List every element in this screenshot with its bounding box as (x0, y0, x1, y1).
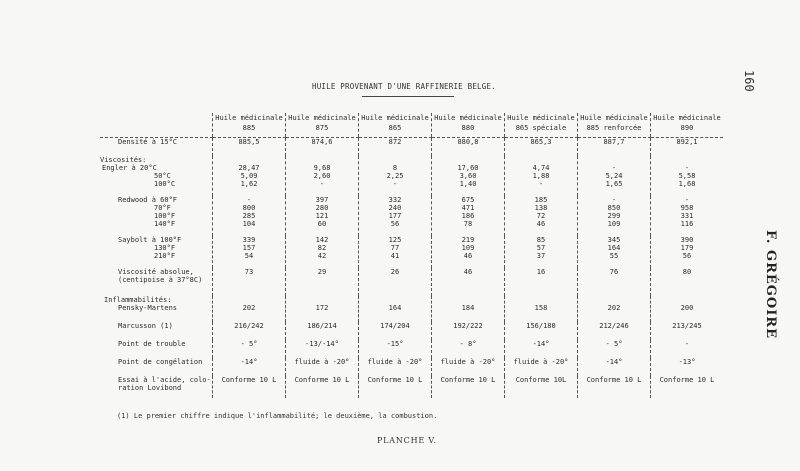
column-header (578, 113, 651, 138)
cell-value: 186 (461, 211, 475, 220)
oil-properties-table (100, 113, 723, 398)
table-cell (286, 376, 359, 398)
table-cell (286, 340, 359, 358)
table-cell (578, 358, 651, 376)
cell-value: - (611, 163, 617, 172)
cell-value: 800 (242, 203, 256, 212)
cell-value: 1,65 (605, 179, 623, 188)
cell-value: 872 (388, 138, 402, 146)
author-running-head: F. GRÉGOIRE (763, 230, 778, 340)
cell-value: 1,62 (240, 179, 258, 188)
column-header-name: Huile médicinale (215, 114, 283, 122)
table-cell (651, 358, 724, 376)
cell-value (651, 296, 723, 304)
table-cell (359, 340, 432, 358)
cell-value: 865,3 (530, 138, 552, 146)
cell-value: 212/246 (599, 321, 629, 330)
table-cell (432, 236, 505, 268)
cell-value: Conforme 10 L (294, 375, 350, 384)
table-row (100, 156, 723, 196)
cell-value: 55 (609, 251, 619, 260)
table-cell (286, 358, 359, 376)
table-cell (651, 296, 724, 322)
cell-value (432, 156, 504, 164)
plate-caption: PLANCHE V. (377, 436, 437, 445)
cell-value: 885,5 (238, 138, 260, 146)
cell-value: 73 (244, 267, 254, 276)
row-label (100, 196, 213, 236)
cell-value: 280 (315, 203, 329, 212)
cell-value: fluide à -20° (294, 357, 350, 366)
column-header-name: Huile médicinale (653, 114, 721, 122)
table-cell (432, 196, 505, 236)
cell-value: 184 (461, 303, 475, 312)
cell-value: fluide à -20° (440, 357, 496, 366)
cell-value: 29 (317, 267, 327, 276)
cell-value: 892,1 (676, 138, 698, 146)
cell-value: 104 (242, 219, 256, 228)
cell-value: 17,60 (457, 163, 479, 172)
table-cell (286, 268, 359, 296)
cell-value: 5,58 (678, 171, 696, 180)
page-number: 160 (742, 70, 756, 92)
cell-value (578, 296, 650, 304)
table-cell (359, 268, 432, 296)
table-cell (213, 322, 286, 340)
table-cell (286, 196, 359, 236)
table-cell (213, 138, 286, 156)
table-header-row (100, 113, 723, 138)
row-label-line: Densité à 15°C (118, 138, 178, 146)
cell-value: 3,60 (459, 171, 477, 180)
cell-value: -15° (386, 339, 404, 348)
cell-value: 185 (534, 195, 548, 204)
table-cell (651, 156, 724, 196)
cell-value: 82 (317, 243, 327, 252)
table-cell (432, 376, 505, 398)
row-label (100, 156, 213, 196)
label-column-header (100, 113, 213, 138)
table-row (100, 358, 723, 376)
row-label-line: 130°F (154, 243, 176, 252)
table-cell (651, 322, 724, 340)
table-cell (432, 156, 505, 196)
column-header (505, 113, 578, 138)
cell-value: 186/214 (307, 321, 337, 330)
cell-value: 331 (680, 211, 694, 220)
cell-value: 213/245 (672, 321, 702, 330)
cell-value: 121 (315, 211, 329, 220)
cell-value: 390 (680, 235, 694, 244)
cell-value: 880,8 (457, 138, 479, 146)
cell-value: 332 (388, 195, 402, 204)
table-cell (286, 138, 359, 156)
cell-value: 72 (536, 211, 546, 220)
cell-value: - (538, 179, 544, 188)
cell-value: 874,6 (311, 138, 333, 146)
cell-value: 57 (536, 243, 546, 252)
row-label-line: 50°C (154, 171, 171, 180)
table-cell (651, 376, 724, 398)
column-header-grade: 885 renforcée (586, 124, 642, 132)
cell-value: 158 (534, 303, 548, 312)
cell-value: 26 (390, 267, 400, 276)
table-cell (505, 322, 578, 340)
column-header-name: Huile médicinale (580, 114, 648, 122)
cell-value: 339 (242, 235, 256, 244)
row-label-line: (centipoise à 37°8C) (118, 275, 203, 284)
cell-value: 125 (388, 235, 402, 244)
cell-value: 174/204 (380, 321, 410, 330)
cell-value: 138 (534, 203, 548, 212)
cell-value: - 8° (459, 339, 477, 348)
cell-value: 76 (609, 267, 619, 276)
row-label (100, 340, 213, 358)
cell-value: - (319, 179, 325, 188)
table-row (100, 340, 723, 358)
cell-value: - (684, 163, 690, 172)
cell-value: - (392, 179, 398, 188)
column-header (359, 113, 432, 138)
cell-value: 9,68 (313, 163, 331, 172)
cell-value: -13° (678, 357, 696, 366)
cell-value: 77 (390, 243, 400, 252)
cell-value: 157 (242, 243, 256, 252)
column-header-name: Huile médicinale (361, 114, 429, 122)
table-cell (359, 376, 432, 398)
row-label (100, 322, 213, 340)
cell-value: fluide à -20° (513, 357, 569, 366)
row-label (100, 358, 213, 376)
table-cell (213, 236, 286, 268)
cell-value: 5,24 (605, 171, 623, 180)
row-label-line: Point de trouble (118, 339, 186, 348)
table-cell (359, 156, 432, 196)
table-cell (578, 138, 651, 156)
cell-value: 1,40 (459, 179, 477, 188)
cell-value: 116 (680, 219, 694, 228)
cell-value: fluide à -20° (367, 357, 423, 366)
table-cell (505, 340, 578, 358)
table-cell (578, 236, 651, 268)
cell-value: 54 (244, 251, 254, 260)
table-cell (213, 340, 286, 358)
cell-value: 109 (607, 219, 621, 228)
cell-value: 16 (536, 267, 546, 276)
cell-value: -14° (240, 357, 258, 366)
table-cell (505, 138, 578, 156)
column-header-name: Huile médicinale (507, 114, 575, 122)
cell-value (432, 296, 504, 304)
cell-value: 177 (388, 211, 402, 220)
table-cell (359, 358, 432, 376)
table-row (100, 236, 723, 268)
row-label-line: Inflammabilités: (104, 295, 172, 304)
column-header-grade: 885 (242, 124, 256, 132)
table-cell (213, 268, 286, 296)
row-label-line: Marcusson (1) (118, 321, 173, 330)
cell-value: 164 (388, 303, 402, 312)
cell-value (505, 296, 577, 304)
cell-value: 42 (317, 251, 327, 260)
cell-value: 156/180 (526, 321, 556, 330)
table-cell (651, 340, 724, 358)
cell-value: -14° (532, 339, 550, 348)
table-cell (651, 268, 724, 296)
table-row (100, 196, 723, 236)
table-cell (505, 236, 578, 268)
table-cell (286, 236, 359, 268)
cell-value: Conforme 10 L (367, 375, 423, 384)
row-label-line: Point de congélation (118, 357, 203, 366)
table-cell (578, 376, 651, 398)
column-header (651, 113, 724, 138)
cell-value (213, 296, 285, 304)
cell-value: 219 (461, 235, 475, 244)
table-body (100, 138, 723, 398)
cell-value: 56 (390, 219, 400, 228)
row-label (100, 236, 213, 268)
cell-value: 41 (390, 251, 400, 260)
cell-value: Conforme 10 L (440, 375, 496, 384)
table-cell (359, 236, 432, 268)
cell-value: 1,68 (678, 179, 696, 188)
cell-value: 5,09 (240, 171, 258, 180)
table-cell (432, 268, 505, 296)
cell-value: 202 (607, 303, 621, 312)
table-cell (505, 296, 578, 322)
table-cell (578, 296, 651, 322)
row-label-line: Viscosités: (100, 155, 147, 164)
cell-value: 958 (680, 203, 694, 212)
column-header (286, 113, 359, 138)
cell-value (286, 296, 358, 304)
table-cell (505, 358, 578, 376)
cell-value: 78 (463, 219, 473, 228)
table-cell (213, 296, 286, 322)
cell-value: 202 (242, 303, 256, 312)
cell-value: - (246, 195, 252, 204)
table-cell (359, 196, 432, 236)
cell-value (651, 156, 723, 164)
table-title: HUILE PROVENANT D'UNE RAFFINERIE BELGE. (312, 82, 496, 91)
cell-value: 8 (392, 163, 398, 172)
column-header (213, 113, 286, 138)
table-cell (505, 196, 578, 236)
row-label-line: Engler à 20°C (102, 163, 157, 172)
column-header-grade: 875 (315, 124, 329, 132)
table-cell (578, 340, 651, 358)
row-label-line: 140°F (154, 219, 176, 228)
cell-value: 299 (607, 211, 621, 220)
column-header-grade: 865 spéciale (515, 124, 567, 132)
table-cell (651, 236, 724, 268)
cell-value: 397 (315, 195, 329, 204)
cell-value: 56 (682, 251, 692, 260)
cell-value: 1,88 (532, 171, 550, 180)
table-row (100, 322, 723, 340)
cell-value: 28,47 (238, 163, 260, 172)
cell-value: 109 (461, 243, 475, 252)
table-cell (213, 196, 286, 236)
cell-value: 285 (242, 211, 256, 220)
cell-value: - (611, 195, 617, 204)
cell-value: 471 (461, 203, 475, 212)
row-label-line: Saybolt à 100°F (118, 235, 182, 244)
table-cell (213, 376, 286, 398)
table-row (100, 138, 723, 156)
cell-value: Conforme 10 L (221, 375, 277, 384)
cell-value: - 5° (605, 339, 623, 348)
cell-value: Conforme 10 L (659, 375, 715, 384)
table-cell (432, 340, 505, 358)
cell-value (359, 296, 431, 304)
column-header-grade: 865 (388, 124, 402, 132)
cell-value: Conforme 10 L (586, 375, 642, 384)
table-row (100, 296, 723, 322)
row-label (100, 138, 213, 156)
table-cell (359, 296, 432, 322)
table-cell (651, 138, 724, 156)
cell-value: -13/-14° (305, 339, 339, 348)
title-underline (362, 96, 454, 97)
cell-value: -14° (605, 357, 623, 366)
row-label-line: Pensky-Martens (118, 303, 178, 312)
row-label (100, 268, 213, 296)
table-cell (432, 138, 505, 156)
cell-value: 164 (607, 243, 621, 252)
column-header-name: Huile médicinale (288, 114, 356, 122)
cell-value: - 5° (240, 339, 258, 348)
row-label-line: Viscosité absolue, (118, 267, 194, 276)
cell-value: 2,25 (386, 171, 404, 180)
footnote: (1) Le premier chiffre indique l'inflammabilité; le deuxième, la combustion. (117, 412, 438, 420)
cell-value: 850 (607, 203, 621, 212)
column-header-grade: 890 (680, 124, 694, 132)
cell-value: 46 (463, 251, 473, 260)
cell-value: 2,60 (313, 171, 331, 180)
table-cell (286, 296, 359, 322)
table-cell (505, 376, 578, 398)
row-label (100, 296, 213, 322)
table-cell (213, 156, 286, 196)
cell-value: 216/242 (234, 321, 264, 330)
cell-value: 37 (536, 251, 546, 260)
cell-value: Conforme 10L (515, 375, 567, 384)
table-cell (505, 156, 578, 196)
table-cell (432, 322, 505, 340)
table-cell (432, 358, 505, 376)
cell-value: 80 (682, 267, 692, 276)
table-cell (578, 156, 651, 196)
column-header (432, 113, 505, 138)
table-cell (359, 322, 432, 340)
cell-value: 46 (463, 267, 473, 276)
cell-value: 887,7 (603, 138, 625, 146)
column-header-name: Huile médicinale (434, 114, 502, 122)
table-cell (505, 268, 578, 296)
table-cell (359, 138, 432, 156)
table-cell (578, 268, 651, 296)
cell-value: 172 (315, 303, 329, 312)
cell-value: 4,74 (532, 163, 550, 172)
row-label (100, 376, 213, 398)
row-label-line: Redwood à 60°F (118, 195, 178, 204)
cell-value: 85 (536, 235, 546, 244)
cell-value: 142 (315, 235, 329, 244)
cell-value: 179 (680, 243, 694, 252)
table-cell (578, 196, 651, 236)
table-row (100, 376, 723, 398)
cell-value (505, 156, 577, 164)
table-cell (651, 196, 724, 236)
cell-value: 675 (461, 195, 475, 204)
table-row (100, 268, 723, 296)
column-header-grade: 880 (461, 124, 475, 132)
table-cell (578, 322, 651, 340)
cell-value (213, 156, 285, 164)
cell-value: - (684, 339, 690, 348)
cell-value: - (684, 195, 690, 204)
cell-value (359, 156, 431, 164)
row-label-line: 100°F (154, 211, 176, 220)
table-cell (213, 358, 286, 376)
table-cell (286, 156, 359, 196)
row-label-line: ration Lovibond (118, 383, 182, 392)
cell-value: 240 (388, 203, 402, 212)
cell-value: 60 (317, 219, 327, 228)
cell-value (578, 156, 650, 164)
table-cell (286, 322, 359, 340)
cell-value (286, 156, 358, 164)
cell-value: 200 (680, 303, 694, 312)
cell-value: 46 (536, 219, 546, 228)
row-label-line: 70°F (154, 203, 171, 212)
cell-value: 345 (607, 235, 621, 244)
cell-value: 192/222 (453, 321, 483, 330)
table-cell (432, 296, 505, 322)
row-label-line: 210°F (154, 251, 176, 260)
row-label-line: 100°C (154, 179, 176, 188)
row-label-line: Essai à l'acide, colo- (118, 375, 211, 384)
